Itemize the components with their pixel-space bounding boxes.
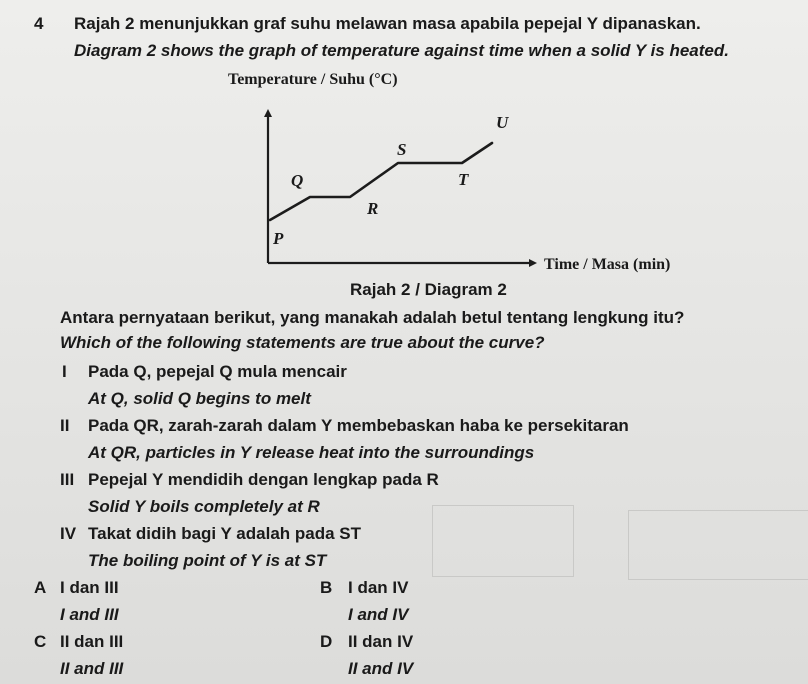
statement-english: The boiling point of Y is at ST [88,551,327,570]
option-b-malay[interactable]: I dan IV [348,578,409,597]
label-r: R [367,199,379,218]
question-stem-malay: Rajah 2 menunjukkan graf suhu melawan masa apabila pepejal Y dipanaskan. [74,14,701,33]
option-c-english: II and III [60,659,124,678]
statement-numeral: IV [60,524,77,543]
option-b-english: I and IV [348,605,409,624]
statement-malay: Takat didih bagi Y adalah pada ST [88,524,362,543]
y-axis-label: Temperature / Suhu (°C) [228,71,398,88]
statement-malay: Pada Q, pepejal Q mula mencair [88,362,347,381]
option-a-english: I and III [60,605,119,624]
question-number: 4 [34,14,44,33]
label-p: P [273,229,284,248]
statement-english: At Q, solid Q begins to melt [88,389,311,408]
label-t: T [458,170,469,189]
statement-numeral: I [62,362,67,381]
statement-english: Solid Y boils completely at R [88,497,320,516]
statement-malay: Pada QR, zarah-zarah dalam Y membebaskan haba ke persekitaran [88,416,629,435]
diagram-caption: Rajah 2 / Diagram 2 [350,280,507,299]
option-d-malay[interactable]: II dan IV [348,632,414,651]
option-a-malay[interactable]: I dan III [60,578,119,597]
statement-malay: Pepejal Y mendidih dengan lengkap pada R [88,470,439,489]
option-letter-c[interactable]: C [34,632,47,651]
x-axis-label: Time / Masa (min) [544,256,671,273]
option-letter-b[interactable]: B [320,578,333,597]
option-c-malay[interactable]: II dan III [60,632,124,651]
label-q: Q [291,171,304,190]
statement-numeral: III [60,470,75,489]
option-letter-d[interactable]: D [320,632,333,651]
prompt-malay: Antara pernyataan berikut, yang manakah adalah betul tentang lengkung itu? [60,308,685,327]
label-s: S [397,140,407,159]
question-stem-english: Diagram 2 shows the graph of temperature against time when a solid Y is heated. [74,41,729,60]
prompt-english: Which of the following statements are true about the curve? [60,333,545,352]
label-u: U [496,113,509,132]
option-d-english: II and IV [348,659,414,678]
statement-english: At QR, particles in Y release heat into the surroundings [88,443,535,462]
statement-numeral: II [60,416,70,435]
option-letter-a[interactable]: A [34,578,47,597]
